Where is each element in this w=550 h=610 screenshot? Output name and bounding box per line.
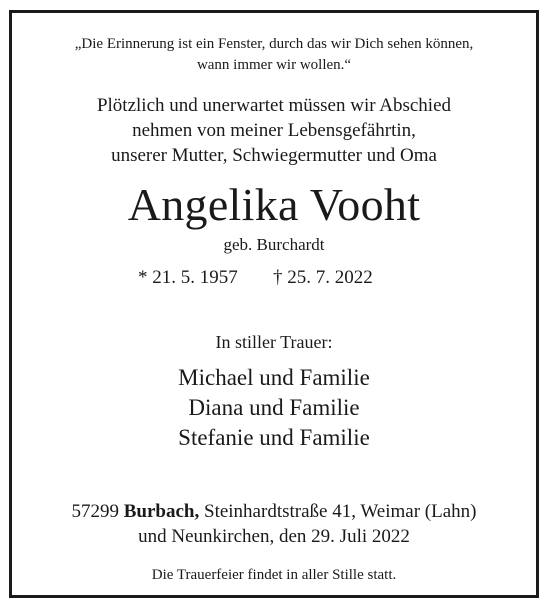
birth-date: * 21. 5. 1957 — [138, 267, 238, 288]
intro-line-2: nehmen von meiner Lebensgefährtin, — [132, 120, 416, 141]
birth-name: geb. Burchardt — [223, 235, 325, 254]
quote-line-2: wann immer wir wollen.“ — [196, 57, 352, 73]
obituary-notice — [9, 10, 539, 598]
deceased-name: Angelika Vooht — [127, 179, 421, 230]
town: Burbach, — [123, 501, 200, 522]
address-line-2: und Neunkirchen, den 29. Juli 2022 — [138, 526, 410, 547]
quote-line-1: „Die Erinnerung ist ein Fenster, durch das wir Dich sehen können, — [74, 36, 474, 52]
family-line: Michael und Familie — [178, 365, 370, 390]
funeral-note: Die Trauerfeier findet in aller Stille statt. — [151, 567, 397, 583]
intro-line-3: unserer Mutter, Schwiegermutter und Oma — [111, 145, 437, 166]
family-line: Diana und Familie — [188, 395, 360, 420]
address-line-1 — [12, 500, 536, 524]
street-location: Steinhardtstraße 41, Weimar (Lahn) — [204, 501, 477, 522]
family-line: Stefanie und Familie — [178, 425, 370, 450]
mourning-heading: In stiller Trauer: — [215, 332, 333, 352]
postcode: 57299 — [71, 501, 119, 522]
intro-line-1: Plötzlich und unerwartet müssen wir Abschied — [96, 95, 452, 116]
death-date: † 25. 7. 2022 — [273, 267, 373, 288]
